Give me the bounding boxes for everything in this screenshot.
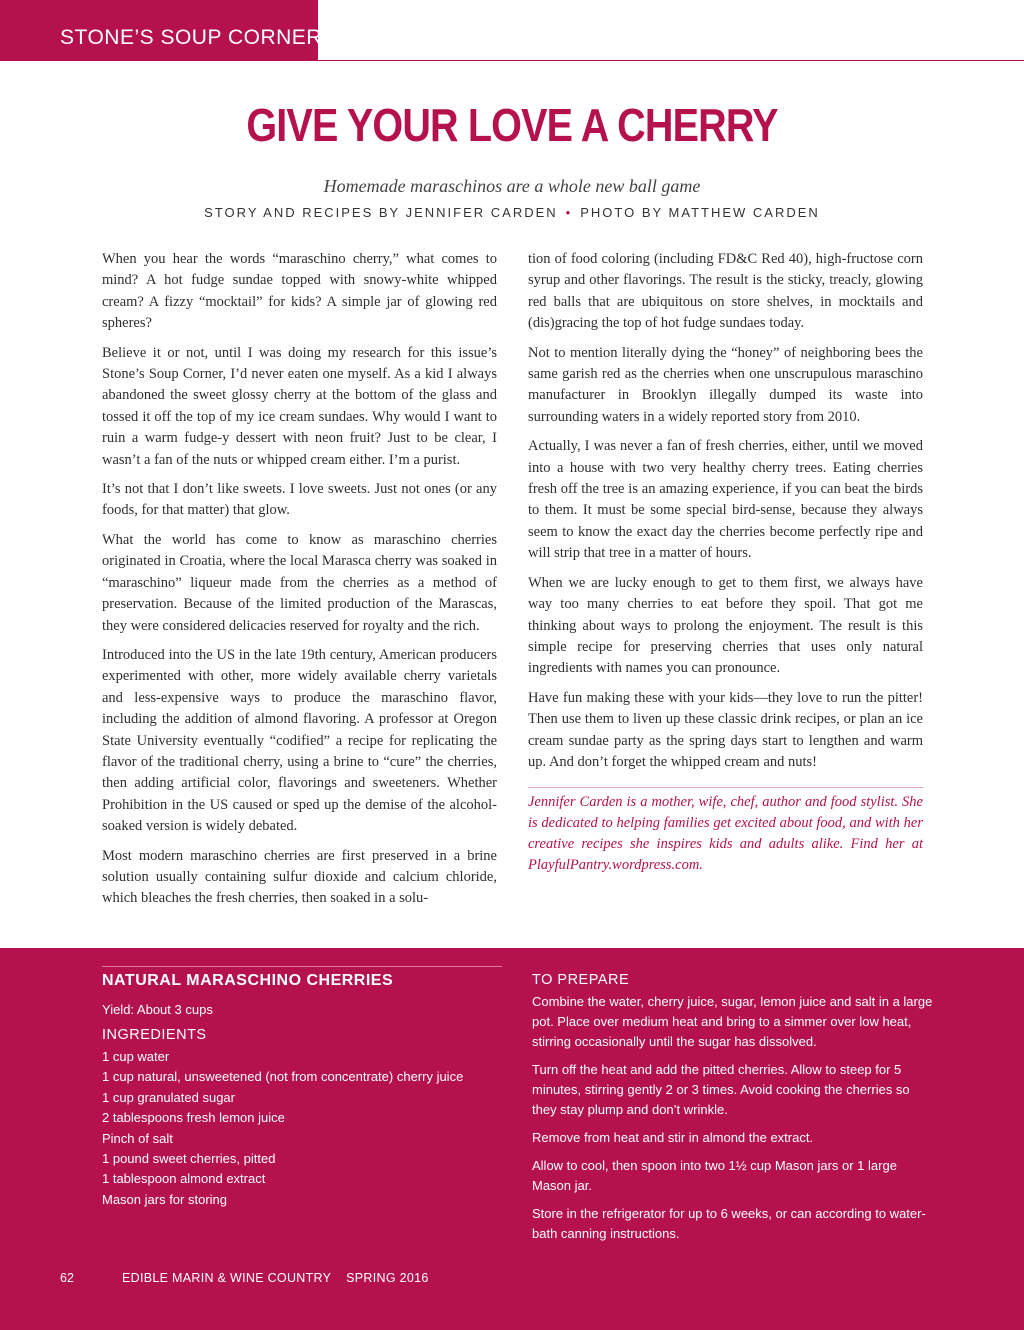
section-label: STONE’S SOUP CORNER xyxy=(60,26,322,49)
byline-story: STORY AND RECIPES BY JENNIFER CARDEN xyxy=(204,205,558,220)
byline-separator: • xyxy=(565,205,573,220)
article-column-left xyxy=(102,249,497,918)
ingredient-item: Mason jars for storing xyxy=(102,1191,227,1207)
ingredient-item: 2 tablespoons fresh lemon juice xyxy=(102,1110,285,1126)
prepare-heading: TO PREPARE xyxy=(532,972,630,988)
page-number: 62 xyxy=(60,1271,74,1285)
recipe-step: Store in the refrigerator for up to 6 weeks, or can according to water-bath canning instructions. xyxy=(532,1206,926,1241)
recipe-step: Combine the water, cherry juice, sugar, lemon juice and salt in a large pot. Place over medium heat and bring to a simmer over low heat, stirring occasionally until the sugar has dissolved. xyxy=(532,994,933,1049)
author-bio: Jennifer Carden is a mother, wife, chef, author and food stylist. She is dedicated to helping families get excited about food, and with her creative recipes she inspires kids and adults alike. Find her at PlayfulPantry.wordpress.com. xyxy=(528,794,923,874)
article-paragraph: It’s not that I don’t like sweets. I love sweets. Just not ones (or any foods, for that matter) that glow. xyxy=(102,481,497,519)
article-paragraph: Introduced into the US in the late 19th century, American producers experimented with other, more widely available cherry varietals and less-expensive ways to produce the maraschino flavor, including the addition of almond flavoring. A professor at Oregon State University eventually “codified” a recipe for replicating the flavor of the traditional cherry, using a brine to “cure” the cherries, then adding artificial color, flavorings and sweeteners. Whether Prohibition in the US caused or sped up the demise of the alcohol-soaked version is widely debated. xyxy=(102,646,497,835)
ingredient-item: Pinch of salt xyxy=(102,1130,173,1146)
article-paragraph: Have fun making these with your kids—they love to run the pitter! Then use them to liven up these classic drink recipes, or plan an ice cream sundae party as the spring days start to lengthen and warm up. And don’t forget the whipped cream and nuts! xyxy=(528,689,923,770)
recipe-step: Remove from heat and stir in almond the extract. xyxy=(532,1130,814,1145)
recipe-step: Allow to cool, then spoon into two 1½ cup Mason jars or 1 large Mason jar. xyxy=(532,1158,897,1193)
article-subtitle: Homemade maraschinos are a whole new ball game xyxy=(323,176,701,196)
article-paragraph: When you hear the words “maraschino cherry,” what comes to mind? A hot fudge sundae topped with snowy-white whipped cream? A fizzy “mocktail” for kids? A simple jar of glowing red spheres? xyxy=(102,251,497,332)
article-paragraph: When we are lucky enough to get to them first, we always have way too many cherries to eat before they spoil. That got me thinking about ways to prolong the enjoyment. The result is this simple recipe for preserving cherries that uses only natural ingredients with names you can pronounce. xyxy=(528,574,923,677)
ingredient-item: 1 cup granulated sugar xyxy=(102,1089,235,1105)
ingredient-item: 1 tablespoon almond extract xyxy=(102,1171,266,1187)
article-paragraph: Actually, I was never a fan of fresh cherries, either, until we moved into a house with two very healthy cherry trees. Eating cherries fresh off the tree is an amazing experience, if you can beat the birds to them. It must be some special bird-sense, because they always seem to know the exact day the cherries become perfectly ripe and will strip that tree in a matter of hours. xyxy=(528,438,923,562)
ingredient-item: 1 cup water xyxy=(102,1049,170,1064)
recipe-ingredients-column xyxy=(102,972,502,1210)
publication-footer: EDIBLE MARIN & WINE COUNTRY SPRING 2016 xyxy=(122,1271,429,1285)
article-column-right xyxy=(528,249,923,884)
ingredients-heading: INGREDIENTS xyxy=(102,1027,207,1043)
ingredient-item: 1 cup natural, unsweetened (not from concentrate) cherry juice xyxy=(102,1069,464,1085)
recipe-divider xyxy=(102,966,502,967)
article-paragraph: tion of food coloring (including FD&C Red 40), high-fructose corn syrup and other flavorings. The result is the sticky, treacly, glowing red balls that are ubiquitous on store shelves, in mocktails and (dis)gracing the top of hot fudge sundaes today. xyxy=(528,251,923,332)
article-paragraph: Not to mention literally dying the “honey” of neighboring bees the same garish red as the cherries when one unscrupulous maraschino manufacturer in Brooklyn illegally dumped its waste into surrounding waters in a widely reported story from 2010. xyxy=(528,344,923,425)
bio-divider xyxy=(528,787,923,788)
ingredient-item: 1 pound sweet cherries, pitted xyxy=(102,1151,276,1167)
article-title: GIVE YOUR LOVE A CHERRY xyxy=(246,99,778,151)
article-paragraph: Believe it or not, until I was doing my research for this issue’s Stone’s Soup Corner, I’d never eaten one myself. As a kid I always abandoned the sweet glossy cherry at the bottom of the glass and tossed it off the top of my ice cream sundaes. Why would I want to ruin a warm fudge-y dessert with neon fruit? Just to be clear, I wasn’t a fan of the nuts or whipped cream either. I’m a purist. xyxy=(102,344,497,468)
article-paragraph: What the world has come to know as maraschino cherries originated in Croatia, where the local Marasca cherry was soaked in “maraschino” liqueur made from the cherries as a method of preservation. Because of the limited production of the Marascas, they were considered delicacies reserved for royalty and the rich. xyxy=(102,531,497,634)
byline-photo: PHOTO BY MATTHEW CARDEN xyxy=(580,205,820,220)
byline xyxy=(0,205,1024,220)
article-paragraph: Most modern maraschino cherries are first preserved in a brine solution usually containing sulfur dioxide and calcium chloride, which bleaches the fresh cherries, then soaked in a solu- xyxy=(102,847,497,907)
recipe-yield: Yield: About 3 cups xyxy=(102,1002,213,1017)
recipe-step: Turn off the heat and add the pitted cherries. Allow to steep for 5 minutes, stirring gently 2 or 3 times. Avoid cooking the cherries so they stay plump and don’t wrinkle. xyxy=(532,1062,910,1117)
header-rule xyxy=(318,60,1024,61)
recipe-steps-column xyxy=(532,972,936,1252)
recipe-title: NATURAL MARASCHINO CHERRIES xyxy=(102,972,394,989)
